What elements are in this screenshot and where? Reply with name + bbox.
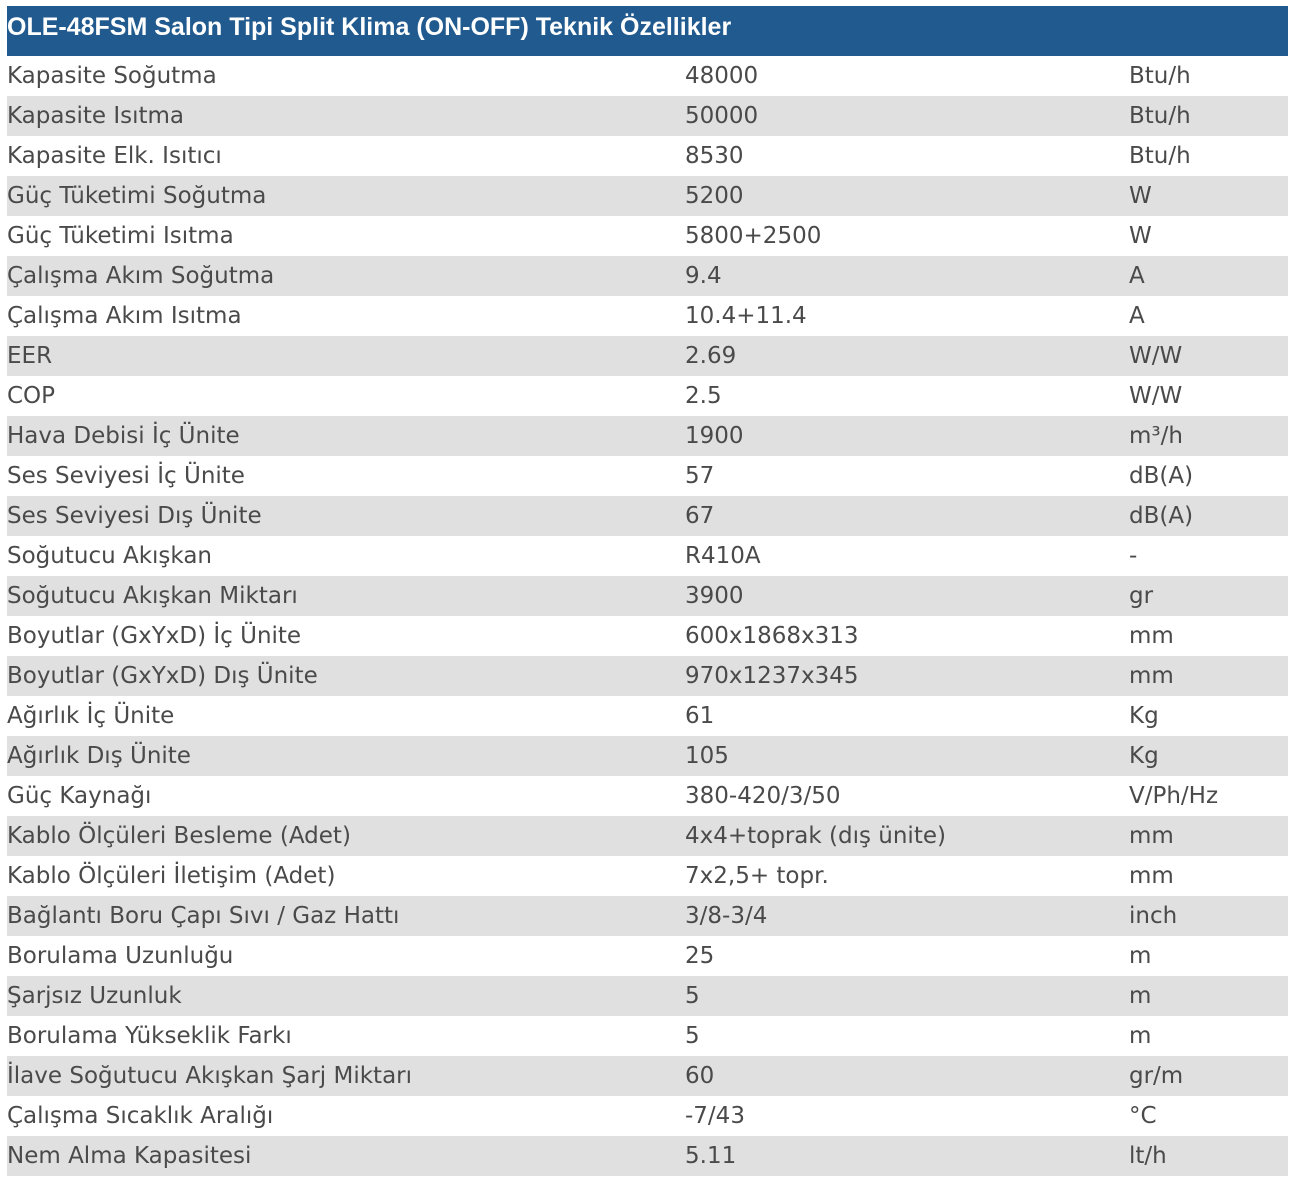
spec-unit: m — [1129, 1016, 1288, 1056]
spec-label: Güç Kaynağı — [7, 776, 685, 816]
spec-value: 48000 — [685, 56, 1129, 96]
spec-label: Soğutucu Akışkan Miktarı — [7, 576, 685, 616]
table-row — [7, 936, 1288, 976]
spec-label: Kapasite Soğutma — [7, 56, 685, 96]
spec-label: Kapasite Isıtma — [7, 96, 685, 136]
spec-value: 105 — [685, 736, 1129, 776]
table-row — [7, 136, 1288, 176]
spec-value: 1900 — [685, 416, 1129, 456]
table-row — [7, 776, 1288, 816]
spec-label: Kablo Ölçüleri İletişim (Adet) — [7, 856, 685, 896]
table-row — [7, 656, 1288, 696]
spec-label: Ses Seviyesi İç Ünite — [7, 456, 685, 496]
table-row — [7, 336, 1288, 376]
spec-value: 25 — [685, 936, 1129, 976]
spec-unit: inch — [1129, 896, 1288, 936]
spec-unit: - — [1129, 536, 1288, 576]
spec-value: 7x2,5+ topr. — [685, 856, 1129, 896]
spec-value: 5200 — [685, 176, 1129, 216]
spec-label: İlave Soğutucu Akışkan Şarj Miktarı — [7, 1056, 685, 1096]
spec-value: 2.69 — [685, 336, 1129, 376]
spec-value: 5.11 — [685, 1136, 1129, 1176]
spec-label: Borulama Uzunluğu — [7, 936, 685, 976]
spec-unit: mm — [1129, 656, 1288, 696]
table-row — [7, 616, 1288, 656]
spec-table-body — [7, 56, 1288, 1176]
spec-unit: Kg — [1129, 736, 1288, 776]
spec-label: Kapasite Elk. Isıtıcı — [7, 136, 685, 176]
spec-unit: A — [1129, 256, 1288, 296]
spec-table-container — [7, 6, 1288, 1176]
table-row — [7, 1136, 1288, 1176]
table-row — [7, 456, 1288, 496]
table-row — [7, 496, 1288, 536]
spec-label: Kablo Ölçüleri Besleme (Adet) — [7, 816, 685, 856]
spec-unit: W — [1129, 176, 1288, 216]
spec-value: 50000 — [685, 96, 1129, 136]
table-row — [7, 696, 1288, 736]
spec-label: Nem Alma Kapasitesi — [7, 1136, 685, 1176]
table-row — [7, 216, 1288, 256]
spec-unit: mm — [1129, 856, 1288, 896]
spec-unit: dB(A) — [1129, 456, 1288, 496]
spec-label: Güç Tüketimi Isıtma — [7, 216, 685, 256]
spec-unit: m³/h — [1129, 416, 1288, 456]
spec-value: 61 — [685, 696, 1129, 736]
spec-unit: gr — [1129, 576, 1288, 616]
spec-unit: Btu/h — [1129, 56, 1288, 96]
table-row — [7, 256, 1288, 296]
table-row — [7, 896, 1288, 936]
spec-label: Soğutucu Akışkan — [7, 536, 685, 576]
spec-label: Hava Debisi İç Ünite — [7, 416, 685, 456]
spec-unit: lt/h — [1129, 1136, 1288, 1176]
spec-label: Şarjsız Uzunluk — [7, 976, 685, 1016]
spec-value: 3/8-3/4 — [685, 896, 1129, 936]
table-row — [7, 576, 1288, 616]
spec-label: Ağırlık Dış Ünite — [7, 736, 685, 776]
table-row — [7, 96, 1288, 136]
spec-unit: m — [1129, 976, 1288, 1016]
spec-label: Çalışma Sıcaklık Aralığı — [7, 1096, 685, 1136]
spec-value: 67 — [685, 496, 1129, 536]
table-row — [7, 416, 1288, 456]
table-row — [7, 176, 1288, 216]
spec-table — [7, 56, 1288, 1176]
spec-value: 10.4+11.4 — [685, 296, 1129, 336]
spec-label: Çalışma Akım Isıtma — [7, 296, 685, 336]
spec-value: -7/43 — [685, 1096, 1129, 1136]
table-row — [7, 976, 1288, 1016]
table-row — [7, 376, 1288, 416]
table-row — [7, 1096, 1288, 1136]
table-row — [7, 1016, 1288, 1056]
table-row — [7, 536, 1288, 576]
spec-unit: gr/m — [1129, 1056, 1288, 1096]
spec-unit: W/W — [1129, 336, 1288, 376]
table-row — [7, 736, 1288, 776]
spec-unit: V/Ph/Hz — [1129, 776, 1288, 816]
spec-unit: A — [1129, 296, 1288, 336]
table-row — [7, 1056, 1288, 1096]
spec-label: Çalışma Akım Soğutma — [7, 256, 685, 296]
spec-label: Güç Tüketimi Soğutma — [7, 176, 685, 216]
table-row — [7, 856, 1288, 896]
spec-label: COP — [7, 376, 685, 416]
spec-label: Bağlantı Boru Çapı Sıvı / Gaz Hattı — [7, 896, 685, 936]
spec-unit: dB(A) — [1129, 496, 1288, 536]
spec-unit: Btu/h — [1129, 136, 1288, 176]
spec-value: 9.4 — [685, 256, 1129, 296]
spec-label: Ağırlık İç Ünite — [7, 696, 685, 736]
spec-label: Borulama Yükseklik Farkı — [7, 1016, 685, 1056]
spec-value: 2.5 — [685, 376, 1129, 416]
spec-unit: Kg — [1129, 696, 1288, 736]
spec-value: 60 — [685, 1056, 1129, 1096]
table-row — [7, 56, 1288, 96]
spec-unit: Btu/h — [1129, 96, 1288, 136]
spec-value: 600x1868x313 — [685, 616, 1129, 656]
spec-unit: m — [1129, 936, 1288, 976]
spec-value: 57 — [685, 456, 1129, 496]
spec-unit: W/W — [1129, 376, 1288, 416]
spec-label: Boyutlar (GxYxD) İç Ünite — [7, 616, 685, 656]
spec-value: 5800+2500 — [685, 216, 1129, 256]
table-row — [7, 296, 1288, 336]
spec-unit: °C — [1129, 1096, 1288, 1136]
spec-value: 4x4+toprak (dış ünite) — [685, 816, 1129, 856]
spec-unit: mm — [1129, 816, 1288, 856]
spec-label: EER — [7, 336, 685, 376]
spec-unit: mm — [1129, 616, 1288, 656]
table-row — [7, 816, 1288, 856]
spec-value: 8530 — [685, 136, 1129, 176]
spec-value: 3900 — [685, 576, 1129, 616]
spec-value: 5 — [685, 976, 1129, 1016]
page-title: OLE-48FSM Salon Tipi Split Klima (ON-OFF) Teknik Özellikler — [7, 6, 1288, 56]
spec-value: 5 — [685, 1016, 1129, 1056]
spec-value: 380-420/3/50 — [685, 776, 1129, 816]
spec-value: R410A — [685, 536, 1129, 576]
spec-label: Ses Seviyesi Dış Ünite — [7, 496, 685, 536]
spec-value: 970x1237x345 — [685, 656, 1129, 696]
spec-unit: W — [1129, 216, 1288, 256]
spec-label: Boyutlar (GxYxD) Dış Ünite — [7, 656, 685, 696]
